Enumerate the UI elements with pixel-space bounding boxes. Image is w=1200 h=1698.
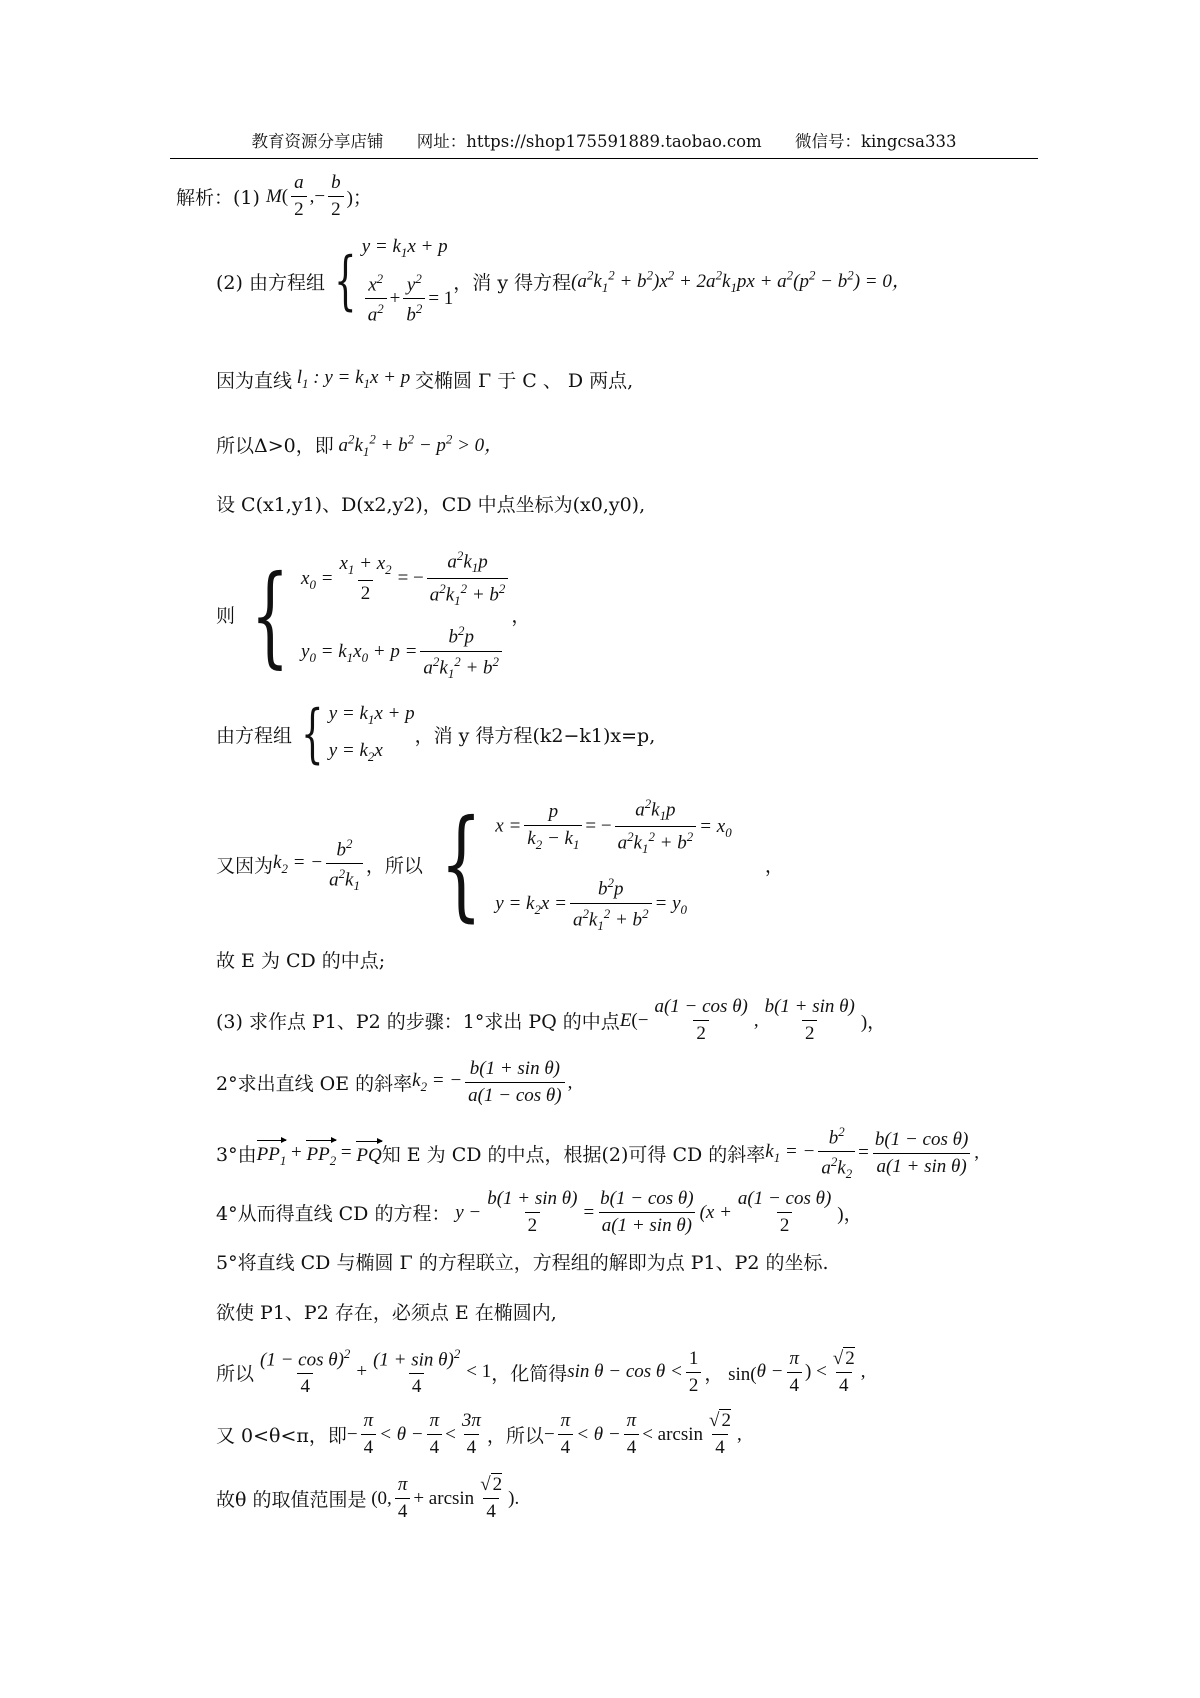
part-2-system: (2) 由方程组 { $y = k_1x + p$ $\frac{x^2}{a^2}$ + $\frac{y^2}{b^2}$ = 1 ，消 y 得方程 $(a^2k_1^2 + b^2)x^2 + 2a^2k_1px + a^2(p^2 - b^2) = 0$， [216, 236, 911, 326]
line-intersect: 因为直线 $l_1$ : $y = k_1x + p$ 交椭圆 Γ 于 C 、 D 两点, [216, 367, 634, 392]
line-system: 由方程组 { $y = k_1x + p$ $y = k_2x$ ，消 y 得方程(k2−k1)x=p, [216, 697, 656, 771]
step-5: 5°将直线 CD 与椭圆 Γ 的方程联立，方程组的解即为点 P1、P2 的坐标. [216, 1252, 829, 1274]
shop-url: 网址：https://shop175591889.taobao.com [416, 132, 762, 151]
midpoint-system: 则 { $x_0$ = $\frac{x_1 + x_2}{2}$ = − $\frac{a^2k_1p}{a^2k_1^2 + b^2}$ $y_0 = k_1x_0 + p$ = $\frac{b^2p}{a^2k_1^2 + b^2}$ ， [216, 548, 531, 681]
step-1: (3) 求作点 P1、P2 的步骤：1°求出 PQ 的中点 E (− $\frac{\text{a(1 − cos θ)}}{2}$ , $\frac{\text{b(1 + sin θ)}}{2}$ )， [216, 996, 887, 1044]
discriminant: 所以Δ>0，即 $a^2k_1^2 + b^2 - p^2 > 0$， [216, 431, 504, 459]
inequality: 所以 $\frac{(1 - \cos \theta)^2}{4}$ + $\frac{(1 + \sin \theta)^2}{4}$ < 1 ，化简得 sin θ − cos θ < $\frac{1}{2}$ ， sin( θ − $\frac{\pi}{4}$ ) < $\frac{√ 2}{4}$ , [216, 1346, 866, 1398]
shop-name: 教育资源分享店铺 [251, 132, 384, 151]
existence-condition: 欲使 P1、P2 存在，必须点 E 在椭圆内, [216, 1302, 557, 1324]
part-2-label: (2) 由方程组 [216, 271, 325, 294]
page-header [170, 128, 1038, 159]
part-1-label: 解析：(1) [176, 187, 260, 209]
step-3: 3°由 $PP_1$ + $PP_2$ = PQ 知 E 为 CD 的中点，根据(2)可得 CD 的斜率 $k_1$ = − $\frac{b^2}{a^2k_2}$ = $\frac{\text{b(1 − cos θ)}}{\text{a(1 + sin θ)}}$ , [216, 1124, 980, 1182]
step-4: 4°从而得直线 CD 的方程： y − $\frac{\text{b(1 + sin θ)}}{2}$ = $\frac{\text{b(1 − cos θ)}}{\text{a(1 + sin θ)}}$ (x + $\frac{\text{a(1 − cos θ)}}{2}$ )， [216, 1188, 863, 1236]
final-answer: 故θ 的取值范围是 (0, $\frac{\pi}{4}$ + arcsin $\frac{√ 2}{4}$ ). [216, 1474, 520, 1522]
conclusion-2: 故 E 为 CD 的中点; [216, 950, 386, 972]
eliminate-text: ，消 y 得方程 [453, 271, 572, 294]
part-1: 解析：(1) M ( $\frac{a}{2}$ ,− $\frac{b}{2}$ )； [176, 172, 372, 220]
midpoint-def: 设 C(x1,y1)、D(x2,y2)，CD 中点坐标为(x0,y0), [216, 494, 646, 516]
theta-range-step: 又 0<θ<π，即 − $\frac{\pi}{4}$ < θ − $\frac{\pi}{4}$ < $\frac{3\pi}{4}$ ，所以 − $\frac{\pi}{4}$ < θ − $\frac{\pi}{4}$ < arcsin $\frac{√ 2}{4}$ , [216, 1410, 742, 1458]
step-2: 2°求出直线 OE 的斜率 $k_2$ = − $\frac{\text{b(1 + sin θ)}}{\text{a(1 − cos θ)}}$ , [216, 1058, 573, 1106]
wechat-id: 微信号：kingcsa333 [794, 132, 957, 151]
slope-relation: 又因为 $k_2$ = − $\frac{b^2}{a^2k_1}$ ，所以 { x = $\frac{p}{k_2 - k_1}$ = − $\frac{a^2k_1p}{a^2k_1^2 + b^2}$ = $x_0$ $y = k_2x$ = $\frac{b^2p}{a^2k_1^2 + b^2}$ = $y_0$ ， [216, 794, 784, 934]
